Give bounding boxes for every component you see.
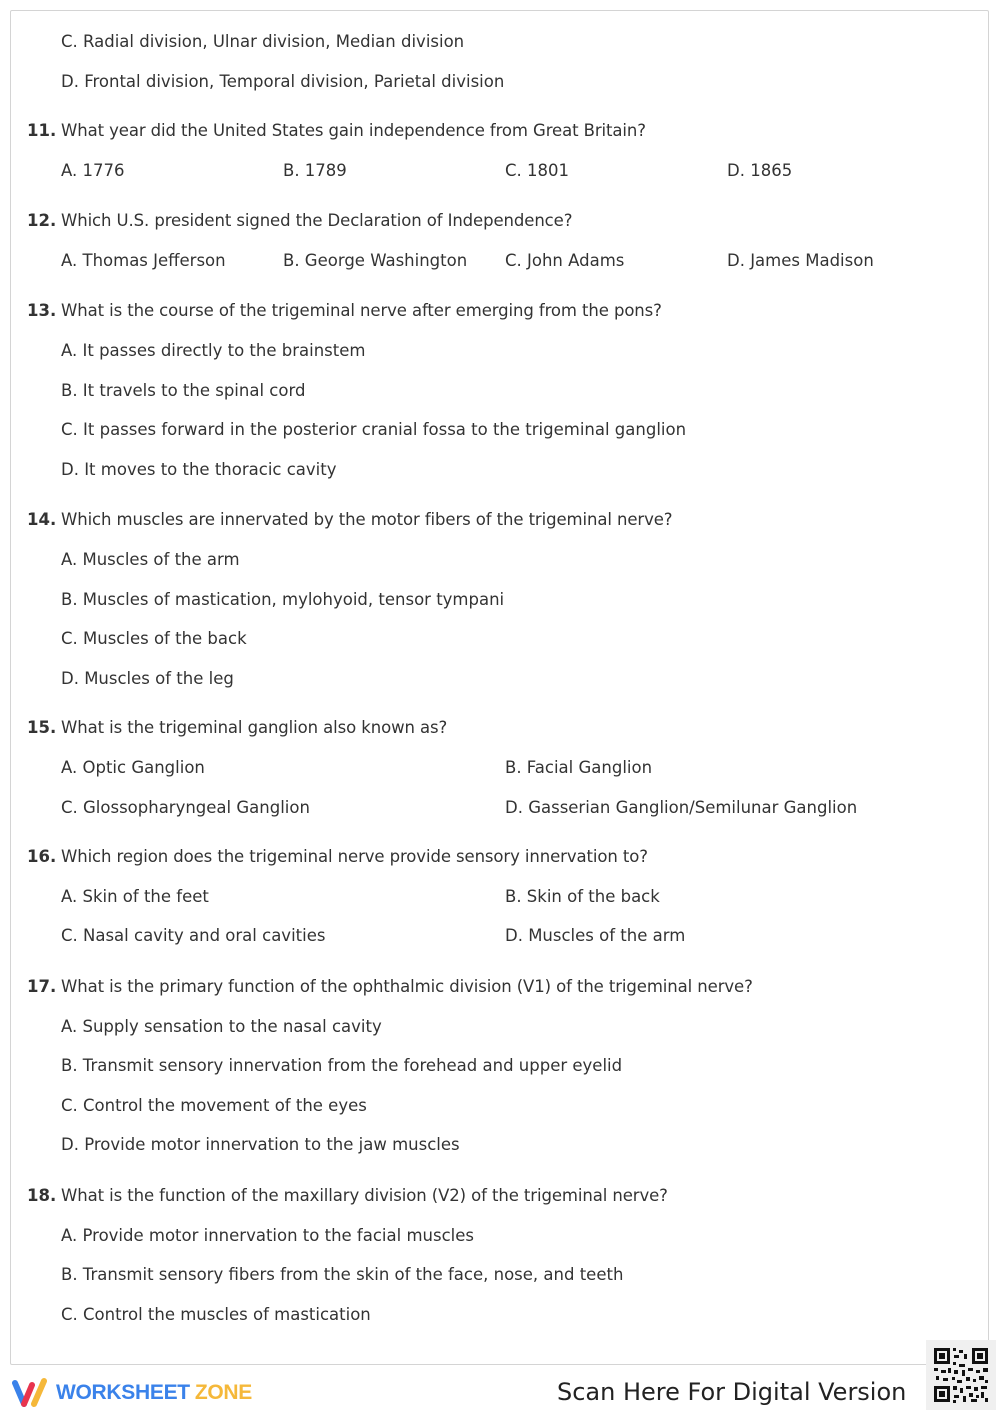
option-c: C. 1801 (505, 161, 570, 180)
question-number: 15. (27, 718, 57, 737)
option-d: D. 1865 (727, 161, 793, 180)
option-b: B. Muscles of mastication, mylohyoid, tensor tympani (61, 590, 505, 609)
question-number: 17. (27, 977, 57, 996)
brand-name: WORKSHEET ZONE (56, 1381, 252, 1404)
option-d: D. Muscles of the arm (505, 926, 686, 945)
question-text: What is the primary function of the ophthalmic division (V1) of the trigeminal nerve? (61, 977, 753, 996)
option-b: B. Skin of the back (505, 887, 660, 906)
option-c: C. Muscles of the back (61, 629, 247, 648)
option-a: A. Optic Ganglion (61, 758, 205, 777)
option-c: C. Radial division, Ulnar division, Median division (61, 32, 465, 51)
question-text: What is the trigeminal ganglion also known as? (61, 718, 448, 737)
question-text: What year did the United States gain independence from Great Britain? (61, 121, 646, 140)
question-text: Which U.S. president signed the Declaration of Independence? (61, 211, 573, 230)
scan-caption: Scan Here For Digital Version (557, 1378, 907, 1406)
option-c: C. Control the muscles of mastication (61, 1305, 371, 1324)
option-a: A. Thomas Jefferson (61, 251, 226, 270)
option-c: C. It passes forward in the posterior cranial fossa to the trigeminal ganglion (61, 420, 687, 439)
question-number: 16. (27, 847, 57, 866)
question-text: What is the course of the trigeminal nerve after emerging from the pons? (61, 301, 662, 320)
option-c: C. Control the movement of the eyes (61, 1096, 367, 1115)
question-number: 14. (27, 510, 57, 529)
question-number: 12. (27, 211, 57, 230)
option-b: B. Facial Ganglion (505, 758, 653, 777)
question-text: Which muscles are innervated by the motor fibers of the trigeminal nerve? (61, 510, 673, 529)
option-b: B. Transmit sensory innervation from the forehead and upper eyelid (61, 1056, 623, 1075)
question-text: What is the function of the maxillary division (V2) of the trigeminal nerve? (61, 1186, 668, 1205)
option-a: A. Provide motor innervation to the facial muscles (61, 1226, 474, 1245)
option-d: D. Frontal division, Temporal division, Parietal division (61, 72, 505, 91)
option-c: C. John Adams (505, 251, 625, 270)
option-c: C. Glossopharyngeal Ganglion (61, 798, 310, 817)
option-b: B. It travels to the spinal cord (61, 381, 306, 400)
option-c: C. Nasal cavity and oral cavities (61, 926, 326, 945)
w-logo-icon (10, 1377, 50, 1409)
qr-code-icon[interactable] (926, 1340, 996, 1410)
question-number: 11. (27, 121, 57, 140)
option-a: A. Supply sensation to the nasal cavity (61, 1017, 382, 1036)
option-d: D. It moves to the thoracic cavity (61, 460, 337, 479)
worksheetzone-logo (10, 1376, 252, 1410)
question-text: Which region does the trigeminal nerve provide sensory innervation to? (61, 847, 648, 866)
option-b: B. 1789 (283, 161, 347, 180)
question-number: 13. (27, 301, 57, 320)
option-d: D. James Madison (727, 251, 874, 270)
option-a: A. 1776 (61, 161, 125, 180)
option-a: A. Skin of the feet (61, 887, 209, 906)
option-a: A. It passes directly to the brainstem (61, 341, 366, 360)
option-b: B. Transmit sensory fibers from the skin of the face, nose, and teeth (61, 1265, 624, 1284)
option-d: D. Gasserian Ganglion/Semilunar Ganglion (505, 798, 858, 817)
option-b: B. George Washington (283, 251, 468, 270)
option-d: D. Provide motor innervation to the jaw muscles (61, 1135, 460, 1154)
option-a: A. Muscles of the arm (61, 550, 240, 569)
question-number: 18. (27, 1186, 57, 1205)
option-d: D. Muscles of the leg (61, 669, 234, 688)
